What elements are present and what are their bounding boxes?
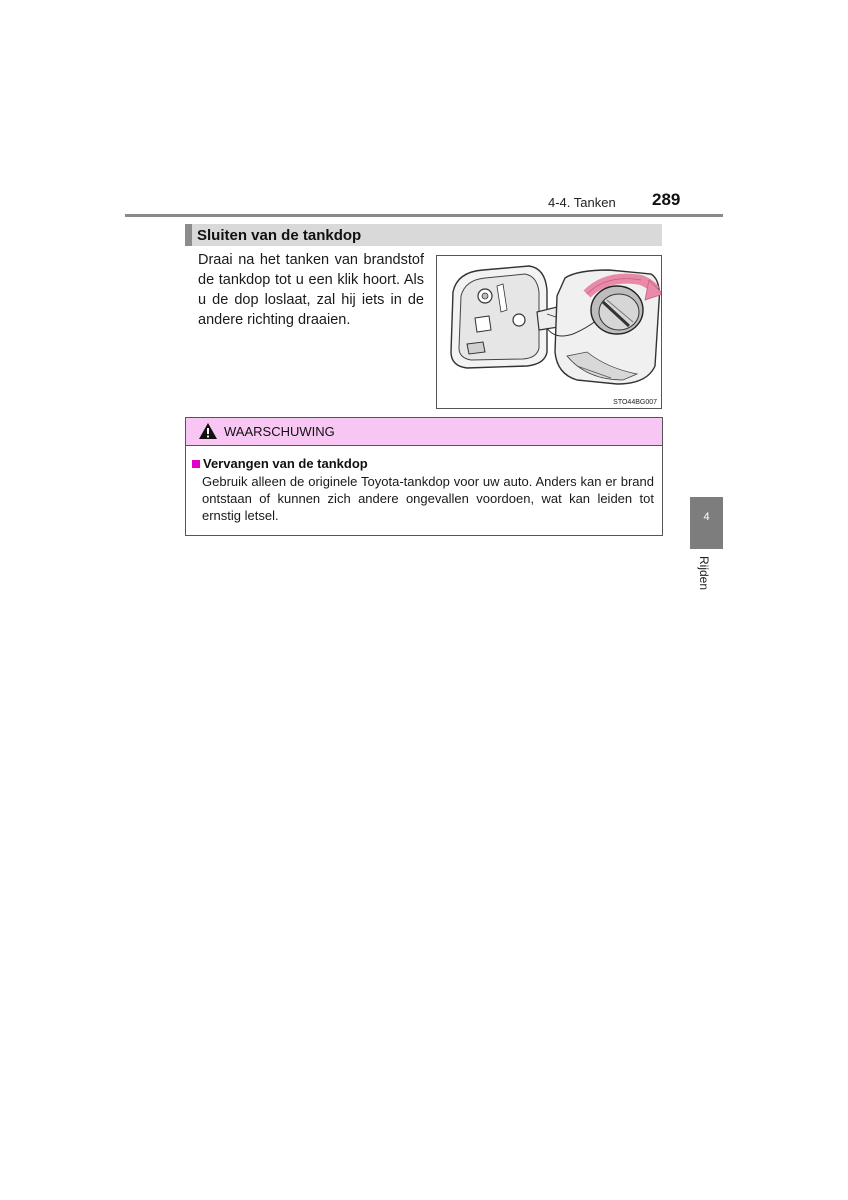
figure-code: STO44BG007 [613,399,657,406]
header-divider [125,214,723,217]
fuel-door-drawing [437,256,662,409]
chapter-number: 4 [703,511,710,523]
warning-header [186,418,662,446]
section-header: 4-4. Tanken [548,195,616,210]
page-number: 289 [652,190,681,209]
warning-box [185,417,663,536]
chapter-tab [690,497,723,549]
chapter-label: Rijden [697,556,711,591]
warning-item-text: Gebruik alleen de originele Toyota-tankdop voor uw auto. Anders kan er brand ontstaan of kunnen zich andere ongevallen voordoen, wat kan leiden tot ernstig letsel. [202,474,654,523]
section-title-bar [185,224,662,246]
warning-triangle-icon [198,422,218,440]
fuel-cap-illustration [436,255,662,409]
warning-item-heading [192,455,368,473]
section-title: Sluiten van de tankdop [197,227,362,244]
warning-label: WAARSCHUWING [224,424,335,439]
warning-item-title: Vervangen van de tankdop [203,456,368,471]
instruction-text: Draai na het tanken van brandstof de tankdop tot u een klik hoort. Als u de dop loslaat, zal hij iets in de andere richting draaien. [198,252,424,328]
bullet-square-icon [192,460,200,468]
